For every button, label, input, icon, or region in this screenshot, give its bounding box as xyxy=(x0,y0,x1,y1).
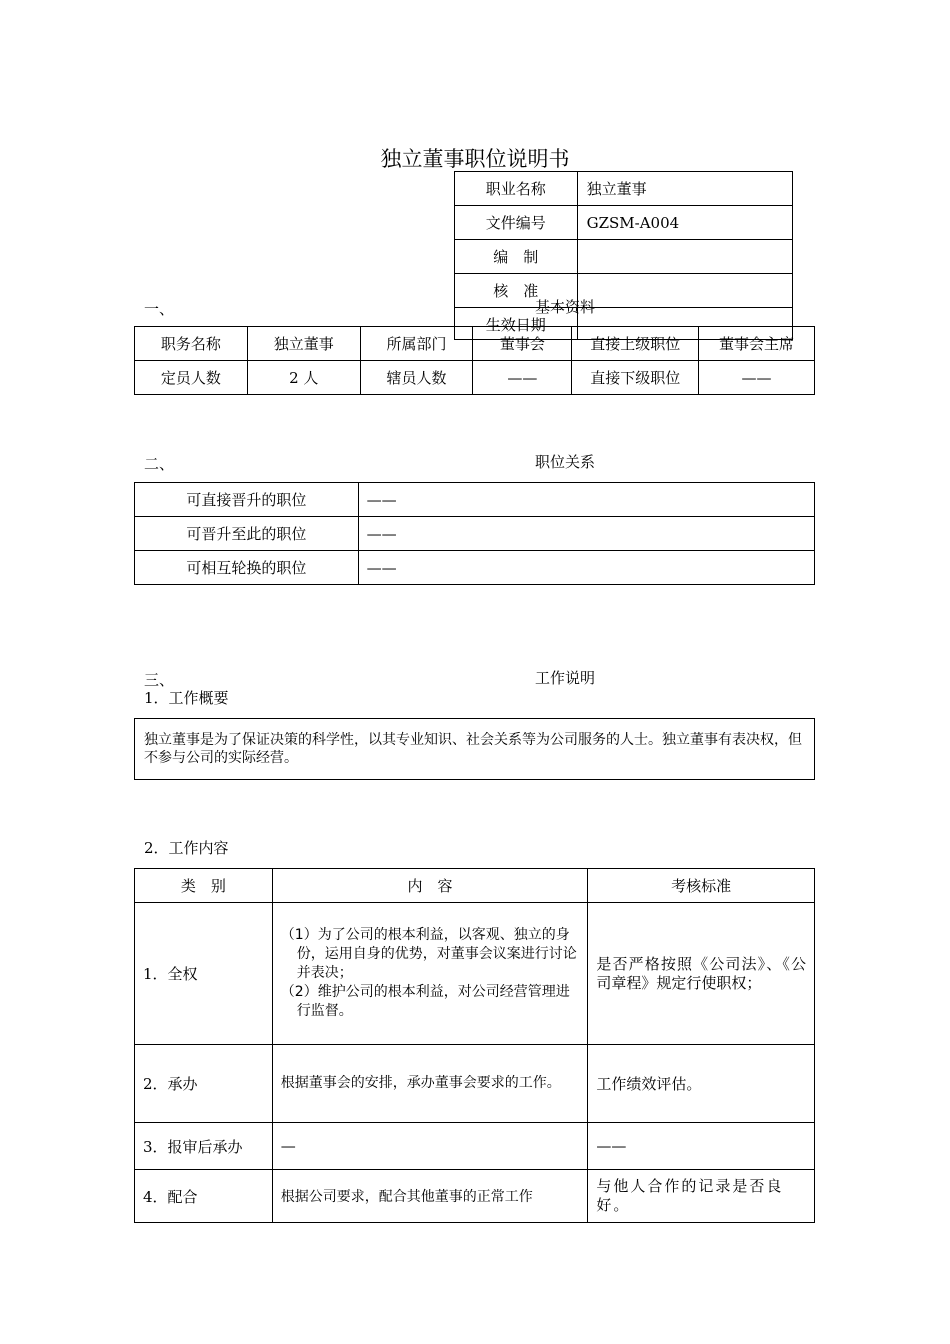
relation-label: 可直接晋升的职位 xyxy=(135,483,359,517)
work-summary-text: 独立董事是为了保证决策的科学性，以其专业知识、社会关系等为公司服务的人士。独立董事有表决权，但不参与公司的实际经营。 xyxy=(135,719,815,780)
document-info-table xyxy=(454,171,793,340)
content-item: （2）维护公司的根本利益，对公司经营管理进行监督。 xyxy=(280,984,570,1019)
cell-department-label: 所属部门 xyxy=(360,327,473,361)
work-content-heading: 2．工作内容 xyxy=(144,839,229,857)
table-row xyxy=(455,206,793,240)
cell-headcount-label: 定员人数 xyxy=(135,361,248,395)
standard-cell: —— xyxy=(588,1123,815,1170)
content-cell: — xyxy=(272,1123,588,1170)
cell-headcount-value: 2 人 xyxy=(247,361,360,395)
cell-subordinates-value: —— xyxy=(473,361,572,395)
cell-position-name-value: 独立董事 xyxy=(247,327,360,361)
cell-subordinate-position-label: 直接下级职位 xyxy=(572,361,699,395)
info-value xyxy=(577,274,792,308)
table-row xyxy=(455,172,793,206)
relation-value: —— xyxy=(358,551,814,585)
info-value xyxy=(577,240,792,274)
table-row xyxy=(135,551,815,585)
relation-value: —— xyxy=(358,483,814,517)
category-cell: 3．报审后承办 xyxy=(135,1123,273,1170)
table-row xyxy=(455,274,793,308)
category-cell: 4．配合 xyxy=(135,1170,273,1223)
info-value: 独立董事 xyxy=(577,172,792,206)
category-cell: 1．全权 xyxy=(135,903,273,1045)
table-row xyxy=(135,1045,815,1123)
section-2-number: 二、 xyxy=(144,455,175,473)
relation-value: —— xyxy=(358,517,814,551)
relation-label: 可晋升至此的职位 xyxy=(135,517,359,551)
info-label: 生效日期 xyxy=(455,308,578,340)
content-cell: 根据董事会的安排，承办董事会要求的工作。 xyxy=(272,1045,588,1123)
section-3-title: 工作说明 xyxy=(534,669,595,687)
section-1-title: 基本资料 xyxy=(534,298,595,316)
header-category: 类 别 xyxy=(135,869,273,903)
work-summary-heading: 1．工作概要 xyxy=(144,689,229,707)
section-2-title: 职位关系 xyxy=(534,453,595,471)
table-row xyxy=(455,240,793,274)
section-3-number: 三、 xyxy=(144,671,175,689)
standard-cell: 是否严格按照《公司法》、《公司章程》规定行使职权； xyxy=(588,903,815,1045)
cell-superior-label: 直接上级职位 xyxy=(572,327,699,361)
info-value xyxy=(577,308,792,340)
info-label: 核 准 xyxy=(455,274,578,308)
content-item: （1）为了公司的根本利益，以客观、独立的身份，运用自身的优势，对董事会议案进行讨论并表决； xyxy=(280,927,577,981)
info-label: 文件编号 xyxy=(455,206,578,240)
work-content-table xyxy=(134,868,815,1223)
cell-superior-value: 董事会主席 xyxy=(699,327,815,361)
cell-subordinates-label: 辖员人数 xyxy=(360,361,473,395)
standard-cell: 工作绩效评估。 xyxy=(588,1045,815,1123)
header-standard: 考核标准 xyxy=(588,869,815,903)
table-header-row xyxy=(135,869,815,903)
table-row xyxy=(135,903,815,1045)
cell-subordinate-position-value: —— xyxy=(699,361,815,395)
work-summary-table xyxy=(134,718,815,780)
content-cell: 根据公司要求，配合其他董事的正常工作 xyxy=(272,1170,588,1223)
table-row xyxy=(135,719,815,780)
info-label: 编 制 xyxy=(455,240,578,274)
header-content: 内 容 xyxy=(272,869,588,903)
category-cell: 2．承办 xyxy=(135,1045,273,1123)
info-label: 职业名称 xyxy=(455,172,578,206)
document-title: 独立董事职位说明书 xyxy=(380,147,570,171)
section-1-number: 一、 xyxy=(144,300,175,318)
table-row xyxy=(135,361,815,395)
standard-cell: 与他人合作的记录是否良好。 xyxy=(588,1170,815,1223)
table-row xyxy=(455,308,793,340)
table-row xyxy=(135,1170,815,1223)
cell-position-name-label: 职务名称 xyxy=(135,327,248,361)
table-row xyxy=(135,1123,815,1170)
relation-label: 可相互轮换的职位 xyxy=(135,551,359,585)
position-relations-table xyxy=(134,482,815,585)
info-value: GZSM-A004 xyxy=(577,206,792,240)
table-row xyxy=(135,517,815,551)
cell-department-value: 董事会 xyxy=(473,327,572,361)
table-row xyxy=(135,483,815,517)
content-cell xyxy=(272,903,588,1045)
